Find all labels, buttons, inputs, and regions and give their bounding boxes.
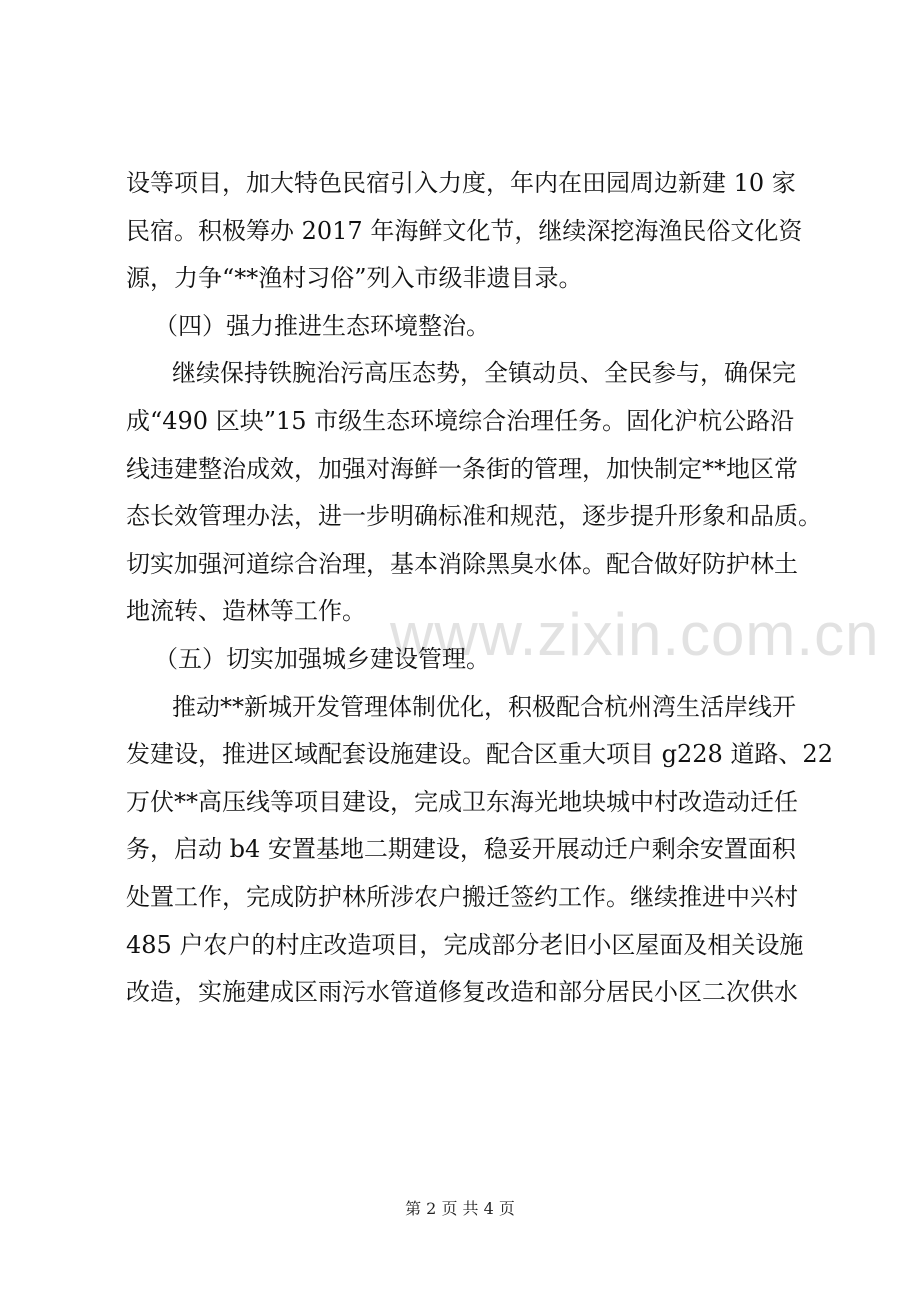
paragraph-line: 设等项目，加大特色民宿引入力度，年内在田园周边新建 10 家 xyxy=(126,169,796,197)
paragraph-line: 成“490 区块”15 市级生态环境综合治理任务。固化沪杭公路沿 xyxy=(126,407,795,435)
paragraph-line: 推动**新城开发管理体制优化，积极配合杭州湾生活岸线开 xyxy=(172,693,796,721)
paragraph-line: 改造，实施建成区雨污水管道修复改造和部分居民小区二次供水 xyxy=(126,978,798,1006)
paragraph-line: 态长效管理办法，进一步明确标准和规范，逐步提升形象和品质。 xyxy=(126,502,822,530)
section-heading-4: （四）强力推进生态环境整治。 xyxy=(154,312,490,340)
page-footer: 第 2 页 共 4 页 xyxy=(405,1199,515,1218)
section-heading-5: （五）切实加强城乡建设管理。 xyxy=(154,645,490,673)
paragraph-line: 处置工作，完成防护林所涉农户搬迁签约工作。继续推进中兴村 xyxy=(126,883,798,911)
paragraph-line: 民宿。积极筹办 2017 年海鲜文化节，继续深挖海渔民俗文化资 xyxy=(126,217,803,245)
watermark: www.zixin.com.cn xyxy=(390,601,880,668)
paragraph-line: 地流转、造林等工作。 xyxy=(126,597,366,625)
paragraph-line: 源，力争“**渔村习俗”列入市级非遗目录。 xyxy=(126,264,583,292)
paragraph-line: 发建设，推进区域配套设施建设。配合区重大项目 g228 道路、22 xyxy=(126,740,833,768)
paragraph-line: 继续保持铁腕治污高压态势，全镇动员、全民参与，确保完 xyxy=(172,359,796,387)
paragraph-line: 485 户农户的村庄改造项目，完成部分老旧小区屋面及相关设施 xyxy=(126,931,804,959)
paragraph-line: 线违建整治成效，加强对海鲜一条街的管理，加快制定**地区常 xyxy=(126,455,798,483)
paragraph-line: 务，启动 b4 安置基地二期建设，稳妥开展动迁户剩余安置面积 xyxy=(126,835,796,863)
paragraph-line: 切实加强河道综合治理，基本消除黑臭水体。配合做好防护林土 xyxy=(126,550,798,578)
paragraph-line: 万伏**高压线等项目建设，完成卫东海光地块城中村改造动迁任 xyxy=(126,788,798,816)
